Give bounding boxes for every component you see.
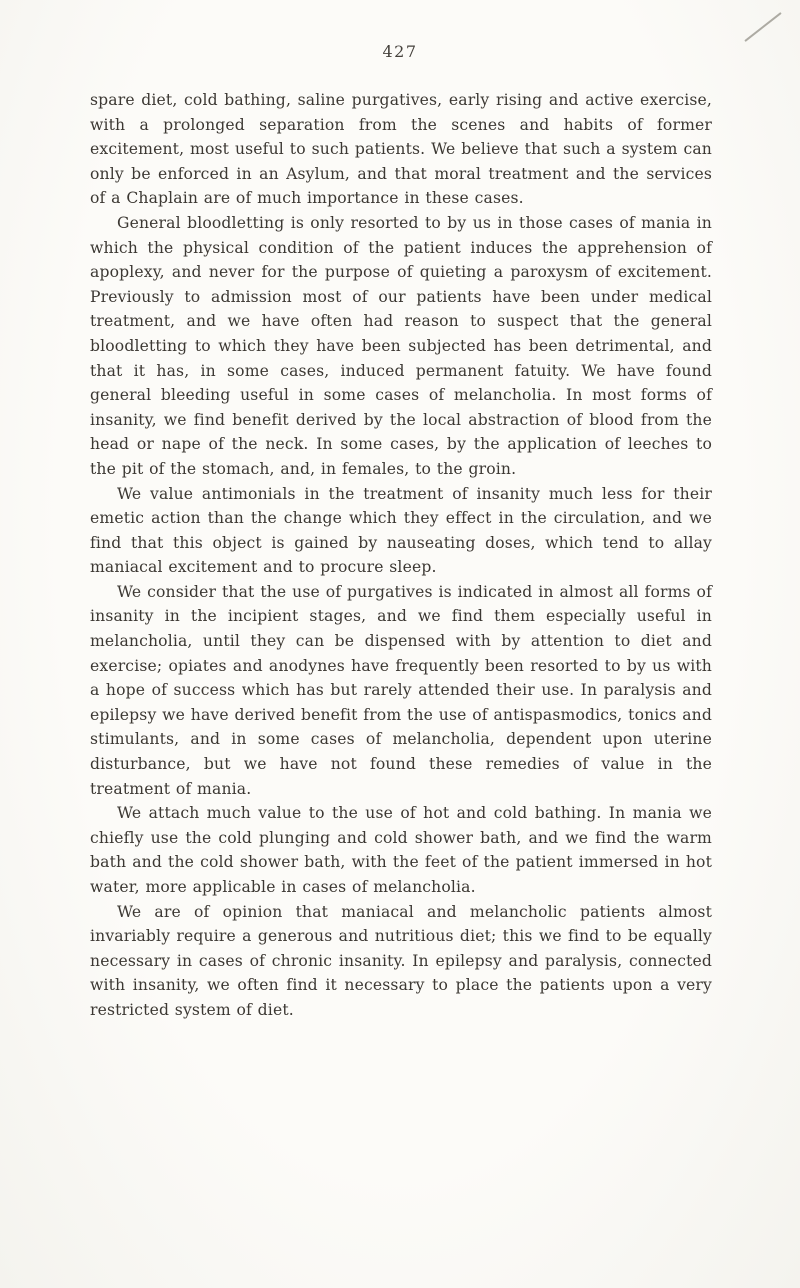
page-text [90,88,712,1023]
paragraph: We value antimonials in the treatment of insanity much less for their emetic action than the change which they effect in the circulation, and we find that this object is gained by nauseating doses, which tend to allay maniacal excitement and to procure sleep. [90,484,712,577]
page-number: 427 [382,42,418,61]
paragraph: spare diet, cold bathing, saline purgatives, early rising and active exercise, with a prolonged separation from the scenes and habits of former excitement, most useful to such patients. We believe that such a system can only be enforced in an Asylum, and that moral treatment and the services of a Chaplain are of much importance in these cases. [90,91,712,208]
paragraph: We consider that the use of purgatives is indicated in almost all forms of insanity in the incipient stages, and we find them especially useful in melancholia, until they can be dispensed with by attention to diet and exercise; opiates and anodynes have frequently been resorted to by us with a hope of success which has but rarely attended their use. In paralysis and epilepsy we have derived benefit from the use of antispasmodics, tonics and stimulants, and in some cases of melancholia, dependent upon uterine disturbance, but we have not found these remedies of value in the treatment of mania. [90,582,712,798]
paragraph: General bloodletting is only resorted to by us in those cases of mania in which the physical condition of the patient induces the apprehension of apoplexy, and never for the purpose of quieting a paroxysm of excitement. Previously to admission most of our patients have been under medical treatment, and we have often had reason to suspect that the general bloodletting to which they have been subjected has been detrimental, and that it has, in some cases, induced permanent fatuity. We have found general bleeding useful in some cases of melancholia. In most forms of insanity, we find benefit derived by the local abstraction of blood from the head or nape of the neck. In some cases, by the application of leeches to the pit of the stomach, and, in females, to the groin. [90,213,712,478]
paragraph: We are of opinion that maniacal and melancholic patients almost invariably require a generous and nutritious diet; this we find to be equally necessary in cases of chronic insanity. In epilepsy and paralysis, connected with insanity, we often find it necessary to place the patients upon a very restricted system of diet. [90,902,712,1019]
paragraph: We attach much value to the use of hot and cold bathing. In mania we chiefly use the cold plunging and cold shower bath, and we find the warm bath and the cold shower bath, with the feet of the patient immersed in hot water, more applicable in cases of melancholia. [90,804,712,896]
pen-mark [744,12,781,42]
